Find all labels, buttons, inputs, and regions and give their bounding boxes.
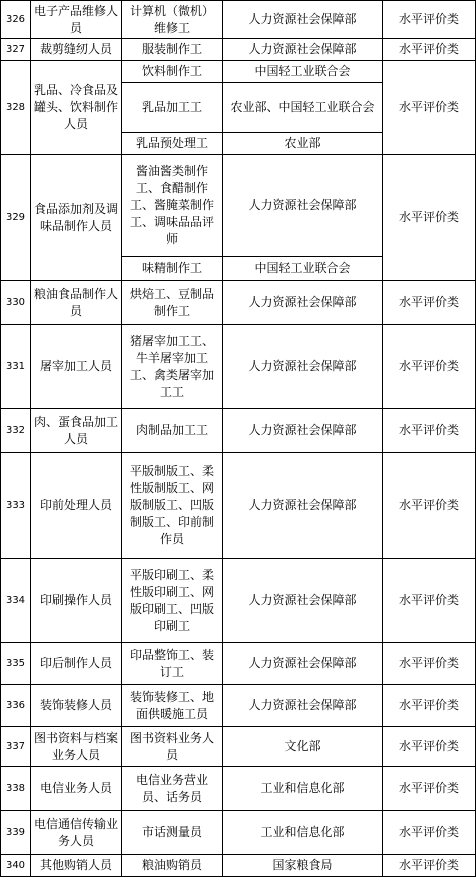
row-number: 333 (1, 453, 31, 559)
table-row (1, 767, 476, 811)
row-number: 337 (1, 727, 31, 767)
table-row (1, 155, 476, 257)
occupation-cell: 烘焙工、豆制品制作工 (122, 281, 223, 325)
table-row (1, 559, 476, 643)
department-cell: 人力资源社会保障部 (223, 409, 383, 453)
table-row (1, 453, 476, 559)
row-number: 329 (1, 155, 31, 281)
occupation-cell: 饮料制作工 (122, 61, 223, 83)
category-cell: 图书资料与档案业务人员 (31, 727, 122, 767)
table-row (1, 811, 476, 855)
evaluation-type-cell: 水平评价类 (383, 685, 476, 727)
table-row (1, 409, 476, 453)
department-cell: 人力资源社会保障部 (223, 685, 383, 727)
evaluation-type-cell: 水平评价类 (383, 855, 476, 877)
category-cell: 装饰装修人员 (31, 685, 122, 727)
occupation-cell: 猪屠宰加工工、牛羊屠宰加工工、禽类屠宰加工工 (122, 325, 223, 409)
table-row (1, 727, 476, 767)
occupation-cell: 图书资料业务人员 (122, 727, 223, 767)
category-cell: 食品添加剂及调味品制作人员 (31, 155, 122, 281)
evaluation-type-cell: 水平评价类 (383, 453, 476, 559)
evaluation-type-cell: 水平评价类 (383, 325, 476, 409)
row-number: 326 (1, 1, 31, 39)
occupation-cell: 乳品预处理工 (122, 133, 223, 155)
department-cell: 工业和信息化部 (223, 767, 383, 811)
department-cell: 工业和信息化部 (223, 811, 383, 855)
occupation-cell: 肉制品加工工 (122, 409, 223, 453)
department-cell: 人力资源社会保障部 (223, 453, 383, 559)
table-row (1, 325, 476, 409)
department-cell: 人力资源社会保障部 (223, 325, 383, 409)
department-cell: 人力资源社会保障部 (223, 155, 383, 257)
evaluation-type-cell: 水平评价类 (383, 559, 476, 643)
department-cell: 人力资源社会保障部 (223, 643, 383, 685)
occupation-cell: 市话测量员 (122, 811, 223, 855)
category-cell: 屠宰加工人员 (31, 325, 122, 409)
department-cell: 农业部、中国轻工业联合会 (223, 83, 383, 133)
occupation-cell: 粮油购销员 (122, 855, 223, 877)
occupation-cell: 服装制作工 (122, 39, 223, 61)
category-cell: 肉、蛋食品加工人员 (31, 409, 122, 453)
table-row (1, 685, 476, 727)
department-cell: 文化部 (223, 727, 383, 767)
occupation-cell: 乳品加工工 (122, 83, 223, 133)
department-cell: 中国轻工业联合会 (223, 257, 383, 281)
row-number: 340 (1, 855, 31, 877)
department-cell: 中国轻工业联合会 (223, 61, 383, 83)
table-row (1, 643, 476, 685)
row-number: 331 (1, 325, 31, 409)
evaluation-type-cell: 水平评价类 (383, 727, 476, 767)
row-number: 335 (1, 643, 31, 685)
occupation-cell: 计算机（微机）维修工 (122, 1, 223, 39)
evaluation-type-cell: 水平评价类 (383, 61, 476, 155)
evaluation-type-cell: 水平评价类 (383, 409, 476, 453)
category-cell: 乳品、冷食品及罐头、饮料制作人员 (31, 61, 122, 155)
department-cell: 人力资源社会保障部 (223, 559, 383, 643)
category-cell: 粮油食品制作人员 (31, 281, 122, 325)
occupation-cell: 印品整饰工、装订工 (122, 643, 223, 685)
category-cell: 印前处理人员 (31, 453, 122, 559)
row-number: 332 (1, 409, 31, 453)
table-row (1, 61, 476, 83)
department-cell: 国家粮食局 (223, 855, 383, 877)
occupation-cell: 平版印刷工、柔性版印刷工、网版印刷工、凹版印刷工 (122, 559, 223, 643)
category-cell: 电子产品维修人员 (31, 1, 122, 39)
category-cell: 其他购销人员 (31, 855, 122, 877)
category-cell: 印后制作人员 (31, 643, 122, 685)
table-body (1, 1, 476, 877)
evaluation-type-cell: 水平评价类 (383, 1, 476, 39)
evaluation-type-cell: 水平评价类 (383, 155, 476, 281)
occupation-cell: 电信业务营业员、话务员 (122, 767, 223, 811)
occupation-cell: 酱油酱类制作工、食醋制作工、酱腌菜制作工、调味品品评师 (122, 155, 223, 257)
evaluation-type-cell: 水平评价类 (383, 767, 476, 811)
table-row (1, 1, 476, 39)
department-cell: 人力资源社会保障部 (223, 1, 383, 39)
evaluation-type-cell: 水平评价类 (383, 39, 476, 61)
occupation-cell: 味精制作工 (122, 257, 223, 281)
category-cell: 电信业务人员 (31, 767, 122, 811)
row-number: 336 (1, 685, 31, 727)
evaluation-type-cell: 水平评价类 (383, 281, 476, 325)
category-cell: 电信通信传输业务人员 (31, 811, 122, 855)
row-number: 328 (1, 61, 31, 155)
occupation-cell: 装饰装修工、地面供暖施工员 (122, 685, 223, 727)
row-number: 339 (1, 811, 31, 855)
row-number: 330 (1, 281, 31, 325)
evaluation-type-cell: 水平评价类 (383, 811, 476, 855)
department-cell: 人力资源社会保障部 (223, 39, 383, 61)
table-row (1, 281, 476, 325)
table-row (1, 855, 476, 877)
department-cell: 农业部 (223, 133, 383, 155)
row-number: 327 (1, 39, 31, 61)
category-cell: 印刷操作人员 (31, 559, 122, 643)
category-cell: 裁剪缝纫人员 (31, 39, 122, 61)
department-cell: 人力资源社会保障部 (223, 281, 383, 325)
occupation-cell: 平版制版工、柔性版制版工、网版制版工、凹版制版工、印前制作员 (122, 453, 223, 559)
table-row (1, 39, 476, 61)
row-number: 338 (1, 767, 31, 811)
evaluation-type-cell: 水平评价类 (383, 643, 476, 685)
row-number: 334 (1, 559, 31, 643)
